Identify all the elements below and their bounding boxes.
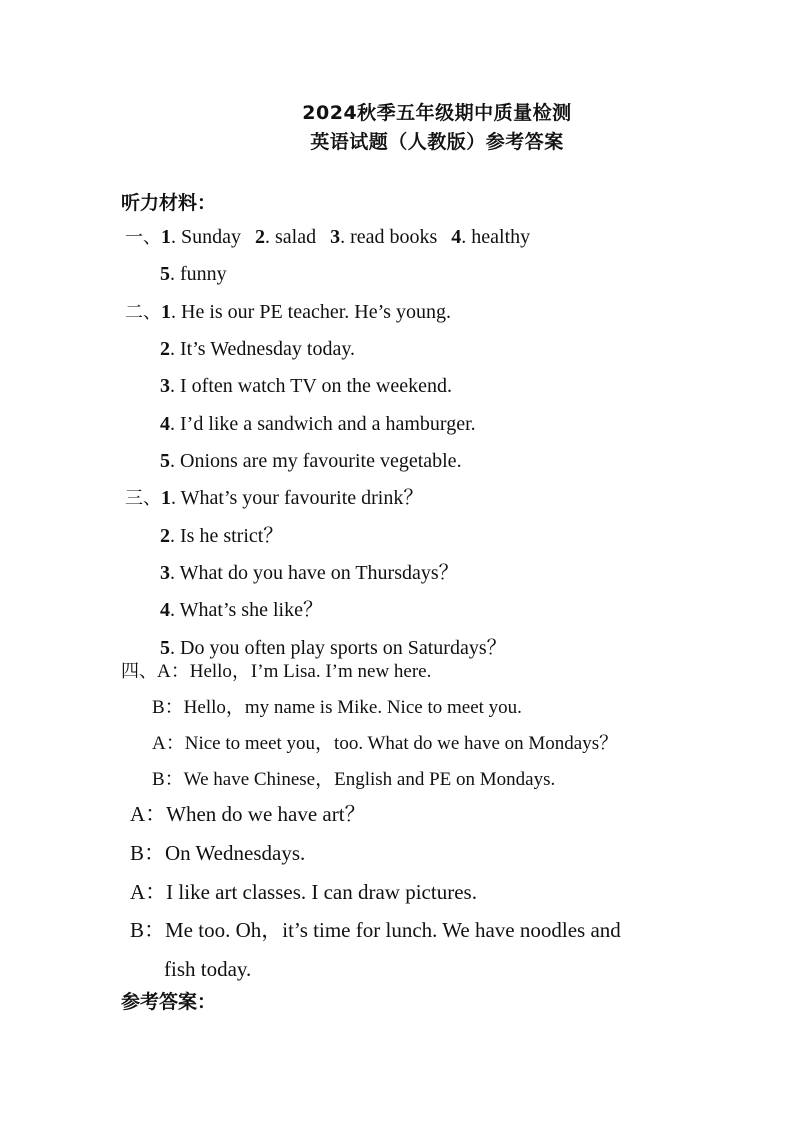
section4-line6 bbox=[130, 841, 305, 865]
item-number: 4 bbox=[160, 599, 170, 621]
item-number: 3 bbox=[160, 562, 170, 584]
item-text: . read books bbox=[340, 226, 438, 248]
item-text: . He is our PE teacher. He’s young. bbox=[171, 301, 451, 323]
section3-item5 bbox=[160, 636, 507, 660]
dialogue-line: A：I like art classes. I can draw pictures. bbox=[130, 880, 477, 904]
document-title-line1: 2024秋季五年级期中质量检测 bbox=[302, 102, 572, 124]
section2-item5 bbox=[160, 449, 462, 473]
section4-line3 bbox=[152, 732, 618, 756]
item-text: . I often watch TV on the weekend. bbox=[170, 375, 452, 397]
item-number: 2 bbox=[160, 338, 170, 360]
item-number: 5 bbox=[160, 637, 170, 659]
item-text: . healthy bbox=[461, 226, 531, 248]
item-text: . Is he strict？ bbox=[170, 525, 284, 547]
section2-item3 bbox=[160, 374, 452, 398]
section3-item3 bbox=[160, 561, 459, 585]
section1-row2 bbox=[160, 262, 227, 286]
item-number: 4 bbox=[451, 226, 462, 248]
item-number: 2 bbox=[160, 525, 170, 547]
section4-line1 bbox=[121, 660, 431, 684]
section4-line8 bbox=[130, 918, 621, 942]
dialogue-line: B：On Wednesdays. bbox=[130, 841, 306, 865]
item-text: . I’d like a sandwich and a hamburger. bbox=[170, 413, 476, 435]
section3-item1 bbox=[125, 486, 423, 511]
answers-heading: 参考答案： bbox=[121, 991, 217, 1013]
dialogue-line: A：When do we have art？ bbox=[130, 802, 366, 826]
listening-heading: 听力材料： bbox=[121, 192, 217, 214]
item-text: . What’s your favourite drink？ bbox=[171, 487, 424, 509]
section2-item2 bbox=[160, 337, 355, 361]
section4-line7 bbox=[130, 880, 477, 904]
item-number: 1 bbox=[161, 487, 171, 509]
document-title-line2: 英语试题（人教版）参考答案 bbox=[310, 131, 564, 153]
section2-item4 bbox=[160, 412, 476, 436]
section4-line5 bbox=[130, 802, 366, 826]
item-text: . Onions are my favourite vegetable. bbox=[170, 450, 462, 472]
section2-item1 bbox=[125, 300, 451, 325]
section1-label: 一、 bbox=[125, 227, 161, 248]
item-text: . What do you have on Thursdays？ bbox=[170, 562, 459, 584]
dialogue-line: A：Hello，I’m Lisa. I’m new here. bbox=[157, 661, 432, 682]
item-number: 3 bbox=[330, 226, 341, 248]
section3-item2 bbox=[160, 524, 283, 548]
item-number: 2 bbox=[255, 226, 265, 248]
dialogue-line: B：We have Chinese，English and PE on Mondays. bbox=[152, 769, 556, 790]
item-number: 1 bbox=[161, 301, 171, 323]
dialogue-line: fish today. bbox=[164, 957, 252, 981]
section3-item4 bbox=[160, 598, 323, 622]
item-text: . Do you often play sports on Saturdays？ bbox=[170, 637, 507, 659]
item-number: 3 bbox=[160, 375, 170, 397]
section4-label: 四、 bbox=[121, 661, 157, 682]
item-number: 4 bbox=[160, 413, 170, 435]
item-number: 1 bbox=[161, 226, 171, 248]
item-text: . What’s she like？ bbox=[170, 599, 323, 621]
section1-row1 bbox=[125, 225, 530, 250]
item-text: . salad bbox=[265, 226, 317, 248]
dialogue-line: B：Hello，my name is Mike. Nice to meet you. bbox=[152, 697, 522, 718]
item-number: 5 bbox=[160, 263, 170, 285]
section4-line9 bbox=[164, 957, 251, 981]
dialogue-line: A：Nice to meet you，too. What do we have on Mondays？ bbox=[152, 733, 619, 754]
item-number: 5 bbox=[160, 450, 170, 472]
section3-label: 三、 bbox=[125, 488, 161, 509]
section4-line4 bbox=[152, 768, 555, 792]
section4-line2 bbox=[152, 696, 522, 720]
item-text: . It’s Wednesday today. bbox=[170, 338, 356, 360]
item-text: . funny bbox=[170, 263, 227, 285]
dialogue-line: B：Me too. Oh，it’s time for lunch. We have noodles and bbox=[130, 918, 621, 942]
item-text: . Sunday bbox=[171, 226, 241, 248]
section2-label: 二、 bbox=[125, 302, 161, 323]
